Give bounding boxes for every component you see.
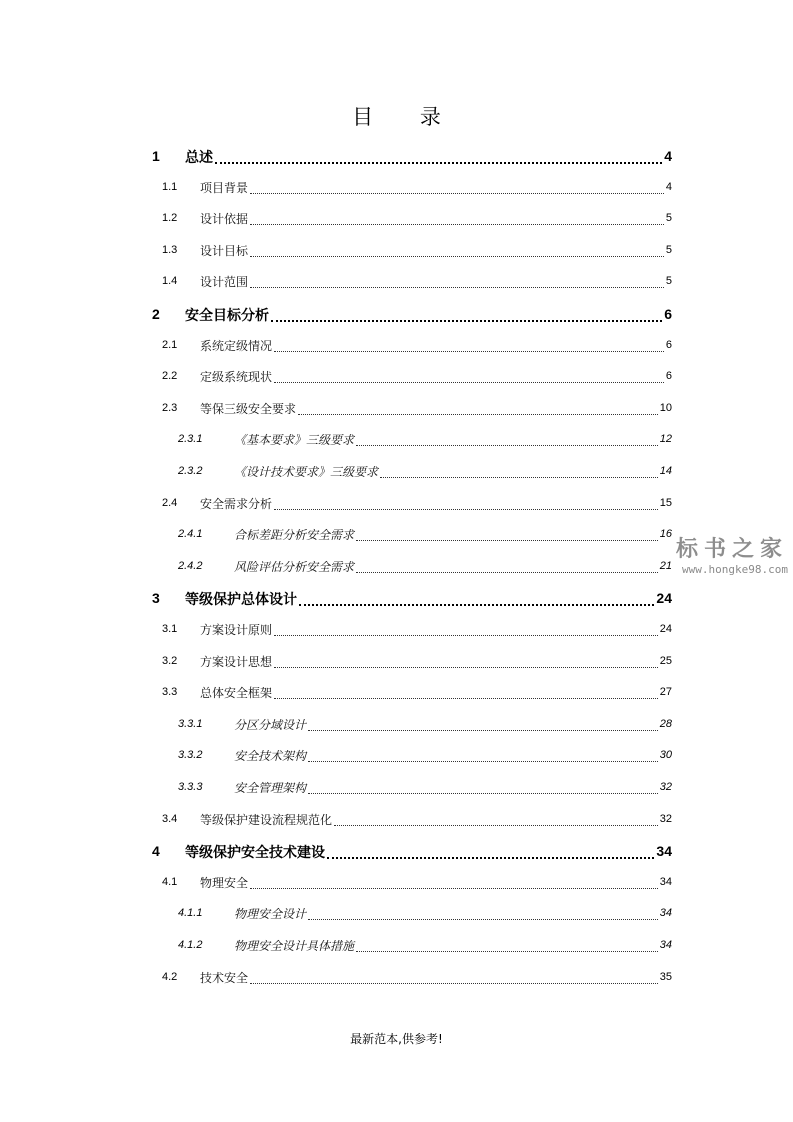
- toc-dot-leader: [250, 192, 664, 194]
- toc-entry-level-2[interactable]: [0, 368, 793, 390]
- toc-entry-page-number: 30: [659, 749, 672, 762]
- toc-entry-number: 3.3.1: [178, 717, 203, 730]
- toc-dot-leader: [250, 286, 664, 288]
- toc-entry-title: 合标差距分析安全需求: [234, 528, 355, 543]
- page-title: 目 录: [352, 105, 461, 129]
- toc-entry-title: 安全管理架构: [234, 781, 307, 795]
- toc-entry-page-number: 34: [659, 907, 672, 920]
- toc-entry-title: 物理安全设计: [234, 907, 307, 922]
- toc-dot-leader: [274, 508, 658, 510]
- toc-entry-title: 安全技术架构: [234, 749, 307, 764]
- toc-dot-leader: [274, 381, 664, 383]
- toc-entry-number: 2.3.2: [178, 465, 203, 477]
- toc-dot-leader: [356, 571, 658, 573]
- toc-entry-page-number: 5: [665, 243, 672, 256]
- toc-entry-title: 《基本要求》三级要求: [234, 433, 355, 448]
- toc-entry-title: 总述: [185, 150, 213, 166]
- toc-entry-page-number: 4: [665, 180, 672, 193]
- toc-entry-number: 2.2: [162, 370, 178, 383]
- toc-dot-leader: [250, 887, 658, 889]
- toc-entry-number: 3: [152, 590, 160, 607]
- toc-entry-number: 1.1: [162, 180, 178, 193]
- toc-entry-title: 安全目标分析: [185, 308, 269, 324]
- toc-entry-title: 物理安全设计具体措施: [234, 939, 355, 953]
- toc-entry-number: 4.1.1: [178, 907, 203, 920]
- toc-entry-title: 定级系统现状: [200, 370, 273, 385]
- toc-entry-level-2[interactable]: [0, 242, 793, 264]
- toc-entry-title: 方案设计原则: [200, 623, 273, 637]
- toc-entry-number: 1.3: [162, 243, 178, 256]
- toc-entry-page-number: 5: [665, 212, 672, 225]
- toc-entry-level-2[interactable]: [0, 273, 793, 295]
- toc-entry-page-number: 34: [656, 843, 672, 860]
- toc-entry-title: 风险评估分析安全需求: [234, 559, 355, 574]
- toc-entry-level-2[interactable]: [0, 811, 793, 833]
- watermark-url: www.hongke98.com: [682, 563, 788, 576]
- toc-entry-number: 3.3.2: [178, 749, 203, 762]
- toc-entry-level-1[interactable]: [0, 305, 793, 327]
- toc-entry-number: 3.3: [162, 686, 178, 699]
- toc-entry-number: 2.1: [162, 338, 178, 351]
- toc-entry-title: 设计范围: [200, 275, 249, 290]
- toc-entry-level-2[interactable]: [0, 179, 793, 201]
- toc-entry-level-2[interactable]: [0, 621, 793, 643]
- toc-dot-leader: [299, 602, 654, 606]
- toc-dot-leader: [250, 223, 664, 225]
- toc-entry-number: 3.2: [162, 654, 178, 667]
- toc-entry-level-2[interactable]: [0, 874, 793, 896]
- toc-entry-page-number: 24: [656, 590, 672, 607]
- toc-entry-number: 1.2: [162, 212, 178, 225]
- toc-entry-page-number: 32: [659, 812, 672, 825]
- toc-entry-page-number: 6: [665, 338, 672, 351]
- toc-entry-page-number: 10: [659, 401, 672, 414]
- toc-entry-level-2[interactable]: [0, 337, 793, 359]
- toc-entry-title: 等级保护建设流程规范化: [200, 812, 333, 827]
- toc-entry-level-1[interactable]: [0, 147, 793, 169]
- toc-dot-leader: [274, 350, 664, 352]
- toc-entry-number: 2.4: [162, 496, 178, 509]
- toc-entry-level-3[interactable]: [0, 905, 793, 927]
- toc-entry-number: 4.1.2: [178, 939, 203, 951]
- toc-entry-number: 3.4: [162, 812, 178, 825]
- toc-dot-leader: [356, 950, 658, 952]
- toc-entry-level-1[interactable]: [0, 842, 793, 864]
- toc-entry-number: 3.3.3: [178, 781, 203, 793]
- toc-entry-page-number: 24: [659, 623, 672, 635]
- toc-entry-title: 系统定级情况: [200, 338, 273, 353]
- toc-entry-title: 《设计技术要求》三级要求: [234, 465, 379, 479]
- toc-entry-number: 4: [152, 843, 160, 860]
- toc-entry-title: 设计依据: [200, 212, 249, 227]
- toc-dot-leader: [334, 824, 658, 826]
- toc-entry-title: 设计目标: [200, 243, 249, 258]
- toc-entry-level-3[interactable]: [0, 431, 793, 453]
- toc-dot-leader: [250, 255, 664, 257]
- toc-dot-leader: [308, 729, 658, 731]
- toc-entry-page-number: 15: [659, 496, 672, 509]
- toc-entry-page-number: 21: [659, 559, 672, 572]
- toc-entry-title: 物理安全: [200, 875, 249, 890]
- toc-entry-level-1[interactable]: [0, 589, 793, 611]
- toc-entry-page-number: 16: [659, 528, 672, 541]
- page-footer: 最新范本,供参考!: [350, 1032, 443, 1046]
- toc-entry-number: 1: [152, 148, 160, 164]
- toc-dot-leader: [308, 918, 658, 920]
- toc-entry-title: 等保三级安全要求: [200, 401, 297, 416]
- toc-dot-leader: [327, 855, 654, 859]
- watermark-logo-text: 标书之家: [675, 537, 788, 562]
- toc-entry-page-number: 28: [659, 717, 672, 730]
- toc-entry-title: 安全需求分析: [200, 496, 273, 511]
- toc-dot-leader: [274, 634, 658, 636]
- toc-entry-level-3[interactable]: [0, 937, 793, 959]
- toc-entry-level-2[interactable]: [0, 653, 793, 675]
- toc-dot-leader: [274, 697, 658, 699]
- toc-entry-title: 项目背景: [200, 180, 249, 195]
- toc-entry-level-2[interactable]: [0, 684, 793, 706]
- toc-entry-level-2[interactable]: [0, 969, 793, 991]
- watermark-logo: [646, 532, 788, 576]
- toc-entry-page-number: 5: [665, 275, 672, 288]
- toc-entry-number: 2.3: [162, 401, 178, 414]
- toc-entry-level-2[interactable]: [0, 400, 793, 422]
- toc-entry-page-number: 12: [659, 433, 672, 446]
- toc-entry-title: 等级保护总体设计: [185, 592, 297, 609]
- toc-entry-number: 4.1: [162, 875, 178, 888]
- toc-entry-title: 方案设计思想: [200, 654, 273, 669]
- toc-entry-title: 总体安全框架: [200, 686, 273, 701]
- toc-entry-number: 2: [152, 306, 160, 322]
- toc-entry-number: 1.4: [162, 275, 178, 288]
- toc-entry-page-number: 6: [664, 306, 672, 322]
- toc-entry-page-number: 4: [664, 148, 672, 164]
- toc-entry-page-number: 27: [659, 686, 672, 699]
- toc-dot-leader: [356, 539, 658, 541]
- toc-entry-page-number: 25: [659, 654, 672, 667]
- toc-dot-leader: [250, 982, 658, 984]
- toc-dot-leader: [274, 666, 658, 668]
- toc-entry-level-3[interactable]: [0, 463, 793, 485]
- toc-dot-leader: [308, 792, 658, 794]
- toc-dot-leader: [271, 318, 662, 322]
- toc-entry-number: 3.1: [162, 623, 178, 635]
- toc-dot-leader: [215, 160, 662, 164]
- toc-entry-level-3[interactable]: [0, 747, 793, 769]
- toc-entry-level-2[interactable]: [0, 210, 793, 232]
- toc-entry-number: 2.4.2: [178, 559, 203, 572]
- toc-entry-page-number: 34: [659, 939, 672, 951]
- toc-entry-title: 技术安全: [200, 970, 249, 985]
- toc-dot-leader: [298, 413, 658, 415]
- toc-dot-leader: [308, 760, 658, 762]
- toc-entry-number: 2.4.1: [178, 528, 203, 541]
- toc-entry-number: 4.2: [162, 970, 178, 983]
- toc-entry-level-2[interactable]: [0, 495, 793, 517]
- toc-entry-level-3[interactable]: [0, 779, 793, 801]
- toc-entry-page-number: 32: [659, 781, 672, 793]
- toc-entry-title: 等级保护安全技术建设: [185, 845, 325, 862]
- toc-entry-title: 分区分域设计: [234, 717, 307, 732]
- toc-dot-leader: [380, 476, 658, 478]
- toc-entry-page-number: 14: [659, 465, 672, 477]
- toc-dot-leader: [356, 444, 658, 446]
- toc-entry-page-number: 34: [659, 875, 672, 888]
- toc-entry-number: 2.3.1: [178, 433, 203, 446]
- toc-entry-page-number: 35: [659, 970, 672, 983]
- toc-entry-page-number: 6: [665, 370, 672, 383]
- toc-entry-level-3[interactable]: [0, 716, 793, 738]
